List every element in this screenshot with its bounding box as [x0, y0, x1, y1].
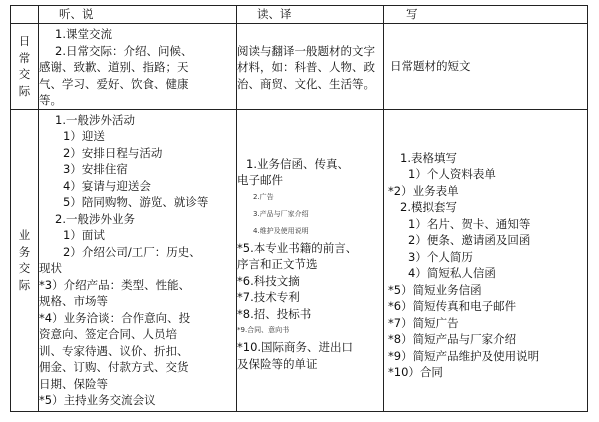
- list-item: 训、专家待遇、议价、折扣、: [39, 343, 189, 358]
- daily-write-cell: [384, 24, 588, 110]
- category-char: 交: [18, 67, 31, 82]
- list-item: 2.模拟套写: [400, 200, 457, 214]
- list-item: *10）合同: [388, 365, 443, 379]
- list-item: 及保险等的单证: [237, 356, 318, 371]
- business-category-cell: [11, 109, 39, 411]
- category-char: 业: [18, 228, 31, 242]
- category-char: 际: [18, 83, 31, 98]
- list-item: *7）简短广告: [388, 315, 459, 330]
- list-item: *10.国际商务、进出口: [237, 340, 354, 355]
- daily-communication-row: [11, 24, 588, 110]
- list-item: 2.广告: [253, 192, 274, 201]
- list-item: 规格、市场等: [39, 294, 108, 308]
- list-item: *5）主持业务交流会议: [39, 393, 156, 407]
- list-item: 资意向、签定合同、人员培: [39, 327, 177, 341]
- list-item: 日期、保险等: [39, 376, 108, 391]
- list-item: 1.一般涉外活动: [55, 112, 135, 127]
- list-item: 5）陪同购物、游览、就诊等: [63, 195, 209, 209]
- list-item: *5.本专业书籍的前言、: [237, 240, 358, 255]
- list-item: 佣金、订购、付款方式、交货: [39, 360, 189, 374]
- business-read-cell: [237, 109, 384, 411]
- list-item: 现状: [39, 261, 62, 275]
- list-item: *9）简短产品维护及使用说明: [388, 348, 540, 363]
- list-item: 3.产品与厂家介绍: [253, 209, 309, 218]
- list-item: 4）宴请与迎送会: [63, 178, 151, 193]
- business-write-cell: [384, 109, 588, 411]
- header-read-translate: 读、译: [237, 6, 384, 24]
- list-item: *8.招、投标书: [237, 306, 312, 321]
- list-item: 序言和正文节选: [237, 257, 318, 272]
- list-item: 1）个人资料表单: [408, 167, 496, 181]
- category-char: 常: [18, 50, 31, 65]
- list-item: 3）个人简历: [408, 249, 473, 264]
- list-item: 1.表格填写: [400, 150, 457, 165]
- list-item: *5）简短业务信函: [388, 282, 482, 297]
- header-blank-cell: [11, 6, 39, 24]
- list-item: *4）业务洽谈：合作意向、投: [39, 310, 191, 325]
- category-char: 日: [18, 34, 31, 49]
- list-item: 气、学习、爱好、饮食、健康: [39, 76, 189, 91]
- list-item: 2）安排日程与活动: [63, 145, 163, 160]
- list-item: 2.一般涉外业务: [55, 211, 135, 226]
- business-listen-cell: [39, 109, 237, 411]
- list-item: 1.课堂交流: [55, 27, 112, 41]
- business-communication-row: [11, 109, 588, 411]
- header-listen-speak: 听、说: [39, 6, 237, 24]
- category-char: 交: [18, 261, 31, 275]
- list-item: 感谢、致歉、道别、指路；天: [39, 60, 189, 74]
- list-item: 电子邮件: [237, 173, 283, 188]
- list-item: *2）业务表单: [388, 183, 459, 198]
- list-item: 等。: [39, 93, 62, 107]
- daily-listen-cell: [39, 24, 237, 110]
- list-item: 3）安排住宿: [63, 162, 128, 176]
- list-item: *6.科技文摘: [237, 273, 300, 288]
- daily-write-text: 日常题材的短文: [390, 59, 471, 73]
- list-item: 1.业务信函、传真、: [246, 156, 349, 171]
- list-item: 1）面试: [63, 228, 105, 242]
- list-item: *8）简短产品与厂家介绍: [388, 332, 517, 346]
- list-item: 1）迎送: [63, 129, 105, 143]
- list-item: *6）简短传真和电子邮件: [388, 299, 517, 313]
- list-item: 2）介绍公司/工厂：历史、: [63, 244, 201, 259]
- curriculum-table: [10, 5, 588, 412]
- list-item: 2）便条、邀请函及回函: [408, 233, 531, 247]
- list-item: 2.日常交际：介绍、问候、: [55, 43, 193, 58]
- header-row: [11, 6, 588, 24]
- daily-read-text: 阅读与翻译一般题材的文字材料，如：科普、人物、政治、商贸、文化、生活等。: [237, 43, 375, 91]
- list-item: *3）介绍产品：类型、性能、: [39, 277, 191, 292]
- daily-read-cell: [237, 24, 384, 110]
- list-item: *9.合同、意向书: [237, 326, 290, 335]
- daily-category-cell: [11, 24, 39, 110]
- category-char: 务: [18, 244, 31, 259]
- list-item: 1）名片、贺卡、通知等: [408, 216, 531, 231]
- list-item: 4.维护及使用说明: [253, 226, 309, 235]
- header-write: 写: [384, 6, 588, 24]
- category-char: 际: [18, 277, 31, 292]
- list-item: *7.技术专利: [237, 290, 300, 305]
- list-item: 4）简短私人信函: [408, 266, 496, 280]
